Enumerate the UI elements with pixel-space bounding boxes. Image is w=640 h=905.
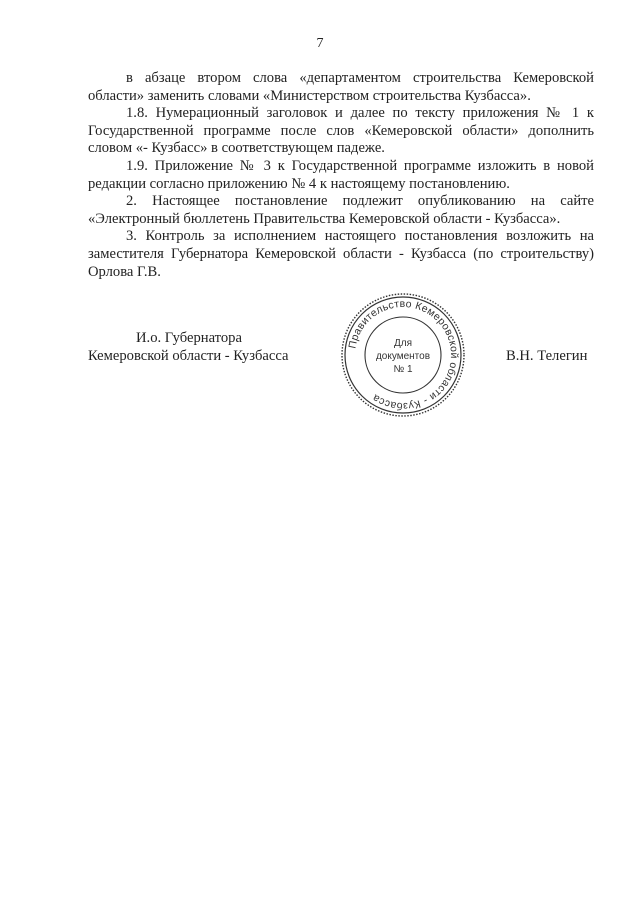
paragraph-2: 1.8. Нумерационный заголовок и далее по тексту приложения № 1 к Государственной программе после слов «Кемеровской области» дополнить словом «- Кузбасс» в соответствующем падеже. — [88, 105, 594, 157]
official-seal — [339, 291, 467, 419]
signatory-title-line1: И.о. Губернатора — [136, 330, 242, 346]
page-number: 7 — [316, 36, 324, 51]
seal-center-line3: № 1 — [393, 364, 413, 375]
signatory-title — [88, 330, 308, 365]
seal-center-line1: Для — [393, 338, 413, 349]
paragraph-5: 3. Контроль за исполнением настоящего постановления возложить на заместителя Губернатора Кемеровской области - Кузбасса (по строительству) Орлова Г.В. — [88, 228, 594, 280]
seal-ring-text: Правительство Кемеровской области - Кузбасса — [346, 297, 461, 413]
paragraph-4: 2. Настоящее постановление подлежит опубликованию на сайте «Электронный бюллетень Правительства Кемеровской области - Кузбасса». — [88, 193, 594, 227]
paragraph-3: 1.9. Приложение № 3 к Государственной программе изложить в новой редакции согласно приложению № 4 к настоящему постановлению. — [88, 157, 594, 192]
seal-center-line2: документов — [375, 351, 431, 362]
signatory-title-line2: Кемеровской области - Кузбасса — [88, 347, 289, 364]
paragraph-1: в абзаце втором слова «департаментом строительства Кемеровской области» заменить словами «Министерством строительства Кузбасса». — [88, 70, 594, 104]
signatory-name: В.Н. Телегин — [506, 348, 588, 364]
